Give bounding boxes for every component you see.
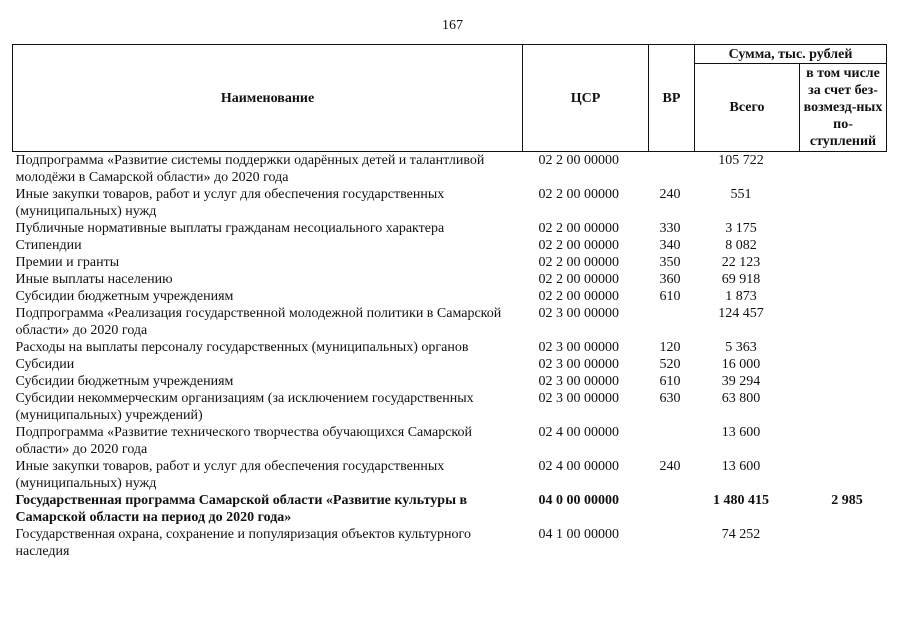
row-name: Стипендии: [15, 238, 82, 253]
row-csr: 02 3 00 00000: [538, 306, 619, 321]
header-name: Наименование: [13, 45, 523, 152]
row-total: 13 600: [721, 425, 761, 440]
row-vr: 330: [659, 221, 681, 236]
row-vr: [649, 152, 695, 187]
table-row: [13, 237, 887, 254]
row-csr: 02 2 00 00000: [538, 221, 619, 236]
table-row: [13, 356, 887, 373]
row-total: 39 294: [721, 374, 761, 389]
row-free: [800, 373, 887, 390]
row-vr: [649, 305, 695, 339]
header-sum: Сумма, тыс. рублей: [695, 45, 887, 64]
row-total: 13 600: [721, 459, 761, 474]
header-vr: ВР: [649, 45, 695, 152]
row-free: [800, 458, 887, 492]
row-vr: 520: [659, 357, 681, 372]
table-row: [13, 288, 887, 305]
table-row: [13, 424, 887, 458]
table-row: [13, 186, 887, 220]
row-free: [800, 237, 887, 254]
row-total: 551: [730, 187, 752, 202]
table-row: [13, 152, 887, 187]
row-name: Публичные нормативные выплаты гражданам несоциального характера: [15, 221, 445, 236]
table-row: [13, 305, 887, 339]
row-csr: 02 3 00 00000: [538, 391, 619, 406]
row-free: [800, 526, 887, 560]
row-vr: [649, 492, 695, 526]
row-name: Иные закупки товаров, работ и услуг для обеспечения государственных (муниципальных) нужд: [15, 459, 445, 491]
row-name: Подпрограмма «Реализация государственной молодежной политики в Самарской области» до 2020 года: [15, 306, 502, 338]
row-free: [800, 424, 887, 458]
header-csr: ЦСР: [523, 45, 649, 152]
row-vr: 610: [659, 374, 681, 389]
row-total: 74 252: [721, 527, 761, 542]
row-name: Субсидии бюджетным учреждениям: [15, 289, 234, 304]
row-name: Субсидии некоммерческим организациям (за исключением государственных (муниципальных) учреждений): [15, 391, 474, 423]
row-free: [800, 356, 887, 373]
row-total: 105 722: [718, 153, 764, 168]
budget-table: [12, 44, 887, 560]
row-csr: 02 4 00 00000: [538, 459, 619, 474]
row-name: Премии и гранты: [15, 255, 120, 270]
row-name: Субсидии: [15, 357, 75, 372]
row-free: [800, 305, 887, 339]
row-vr: 360: [659, 272, 681, 287]
row-total: 124 457: [718, 306, 764, 321]
row-csr: 02 4 00 00000: [538, 425, 619, 440]
row-total: 8 082: [725, 238, 757, 253]
row-free: [800, 220, 887, 237]
row-csr: 04 1 00 00000: [538, 527, 619, 542]
row-name: Государственная охрана, сохранение и популяризация объектов культурного наследия: [15, 527, 471, 559]
row-vr: 630: [659, 391, 681, 406]
table-row: [13, 220, 887, 237]
row-csr: 02 2 00 00000: [538, 289, 619, 304]
row-name: Подпрограмма «Развитие технического творчества обучающихся Самарской области» до 2020 года: [15, 425, 473, 457]
table-row: [13, 458, 887, 492]
row-free: [800, 152, 887, 187]
row-free: [800, 390, 887, 424]
row-total: 1 480 415: [713, 493, 769, 508]
row-name: Государственная программа Самарской области «Развитие культуры в Самарской области на период до 2020 года»: [15, 493, 468, 525]
row-csr: 02 2 00 00000: [538, 238, 619, 253]
row-total: 16 000: [721, 357, 761, 372]
row-vr: 240: [659, 187, 681, 202]
row-csr: 04 0 00 00000: [538, 493, 619, 508]
row-name: Расходы на выплаты персоналу государственных (муниципальных) органов: [15, 340, 469, 355]
table-row: [13, 373, 887, 390]
row-total: 63 800: [721, 391, 761, 406]
row-vr: 340: [659, 238, 681, 253]
row-name: Подпрограмма «Развитие системы поддержки одарённых детей и талантливой молодёжи в Самарской области» до 2020 года: [15, 153, 485, 185]
row-name: Субсидии бюджетным учреждениям: [15, 374, 234, 389]
table-row: [13, 254, 887, 271]
row-vr: 350: [659, 255, 681, 270]
row-name: Иные выплаты населению: [15, 272, 173, 287]
row-free: [800, 339, 887, 356]
table-row: [13, 339, 887, 356]
table-row: [13, 271, 887, 288]
row-vr: 240: [659, 459, 681, 474]
row-total: 5 363: [725, 340, 757, 355]
row-total: 1 873: [725, 289, 757, 304]
row-vr: 610: [659, 289, 681, 304]
table-row: [13, 492, 887, 526]
row-name: Иные закупки товаров, работ и услуг для обеспечения государственных (муниципальных) нужд: [15, 187, 445, 219]
row-free: [800, 186, 887, 220]
page-number: 167: [442, 18, 463, 33]
row-free: [800, 254, 887, 271]
row-free: [800, 288, 887, 305]
row-vr: [649, 526, 695, 560]
row-free: 2 985: [831, 493, 863, 508]
row-csr: 02 2 00 00000: [538, 272, 619, 287]
row-csr: 02 3 00 00000: [538, 357, 619, 372]
row-csr: 02 3 00 00000: [538, 340, 619, 355]
row-csr: 02 2 00 00000: [538, 255, 619, 270]
row-total: 22 123: [721, 255, 761, 270]
table-body: [13, 152, 887, 561]
row-vr: [649, 424, 695, 458]
table-row: [13, 390, 887, 424]
row-free: [800, 271, 887, 288]
header-total: Всего: [695, 64, 800, 152]
row-csr: 02 2 00 00000: [538, 187, 619, 202]
table-header: [13, 45, 887, 152]
table-row: [13, 526, 887, 560]
row-total: 69 918: [721, 272, 761, 287]
header-free: в том числе за счет без-возмезд-ных по-ступлений: [800, 64, 887, 152]
row-csr: 02 2 00 00000: [538, 153, 619, 168]
row-total: 3 175: [725, 221, 757, 236]
row-csr: 02 3 00 00000: [538, 374, 619, 389]
row-vr: 120: [659, 340, 681, 355]
